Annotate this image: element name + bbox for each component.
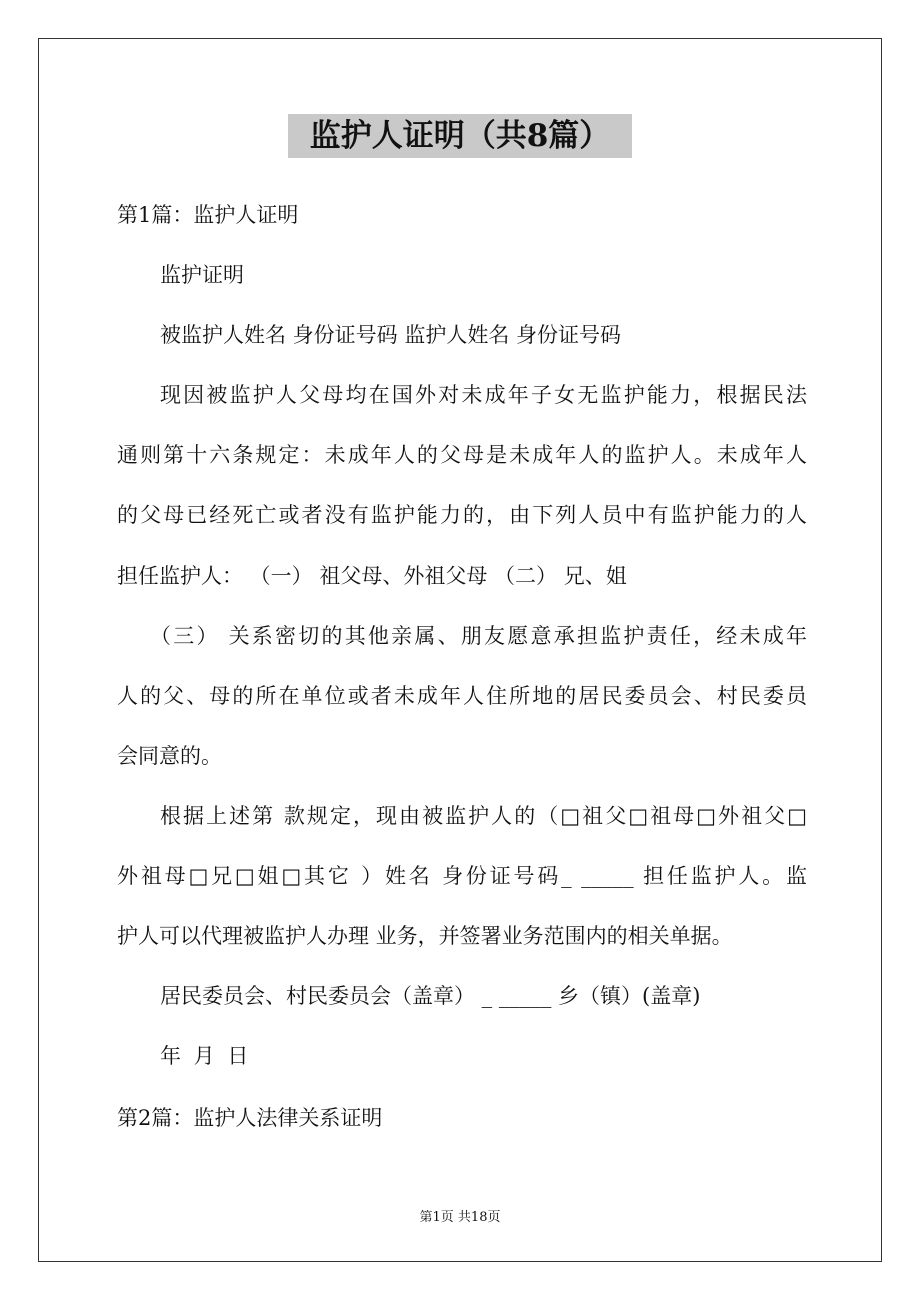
- paragraph-line: 根据上述第 款规定，现由被监护人的（□祖父□祖母□外祖父□: [160, 804, 807, 828]
- paragraph-line: 人的父、母的所在单位或者未成年人住所地的居民委员会、村民委员: [117, 684, 807, 708]
- paragraph-line: 会同意的。: [117, 744, 222, 768]
- paragraph-heading: 监护证明: [160, 263, 244, 287]
- paragraph-line: 外祖母□兄□姐□其它 ）姓名 身份证号码_ _____ 担任监护人。监: [117, 864, 807, 888]
- section-heading-2: 第2篇：监护人法律关系证明: [117, 1106, 383, 1130]
- paragraph-line: 居民委员会、村民委员会（盖章） _ _____ 乡（镇）(盖章): [160, 984, 701, 1008]
- section-heading-1: 第1篇：监护人证明: [117, 203, 299, 227]
- page-footer: 第1页 共18页: [419, 1210, 501, 1225]
- paragraph-line: 通则第十六条规定：未成年人的父母是未成年人的监护人。未成年人: [117, 443, 807, 467]
- paragraph-line: 护人可以代理被监护人办理 业务，并签署业务范围内的相关单据。: [117, 924, 733, 948]
- paragraph-line: 被监护人姓名 身份证号码 监护人姓名 身份证号码: [160, 323, 622, 347]
- document-title: 监护人证明（共8篇）: [288, 114, 632, 158]
- paragraph-line: 的父母已经死亡或者没有监护能力的，由下列人员中有监护能力的人: [117, 503, 807, 527]
- paragraph-line: 担任监护人： （一） 祖父母、外祖父母 （二） 兄、姐: [117, 564, 627, 588]
- paragraph-line: 现因被监护人父母均在国外对未成年子女无监护能力，根据民法: [160, 383, 807, 407]
- paragraph-line: （三） 关系密切的其他亲属、朋友愿意承担监护责任，经未成年: [150, 624, 807, 648]
- date-line: 年 月 日: [160, 1044, 249, 1068]
